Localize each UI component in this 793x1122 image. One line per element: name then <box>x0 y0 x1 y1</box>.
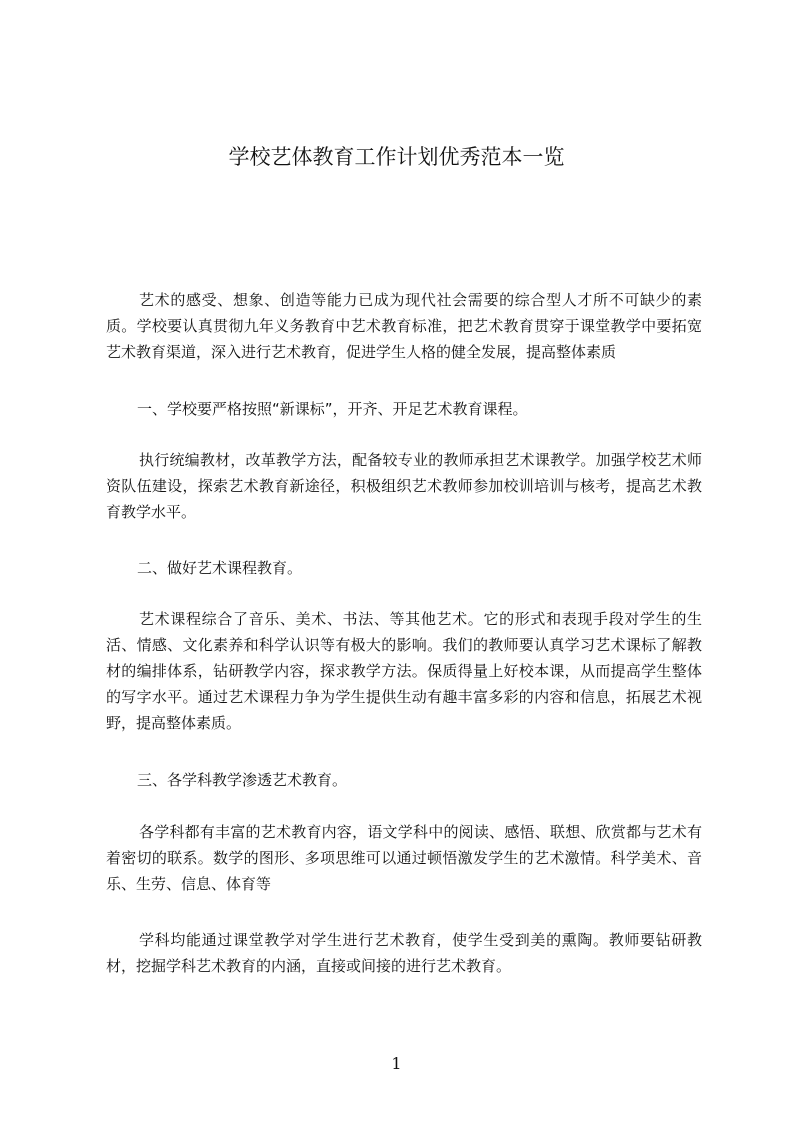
section-heading-2: 二、做好艺术课程教育。 <box>137 559 303 577</box>
section-body-1: 执行统编教材，改革教学方法，配备较专业的教师承担艺术课教学。加强学校艺术师资队伍建设，探索艺术教育新途径，积极组织艺术教师参加校训培训与核考，提高艺术教育教学水平。 <box>106 451 702 521</box>
document-title: 学校艺体教育工作计划优秀范本一览 <box>228 145 565 169</box>
section-body-3-continued: 学科均能通过课堂教学对学生进行艺术教育，使学生受到美的熏陶。教师要钻研教材，挖掘学科艺术教育的内涵，直接或间接的进行艺术教育。 <box>106 931 702 975</box>
intro-paragraph: 艺术的感受、想象、创造等能力已成为现代社会需要的综合型人才所不可缺少的素质。学校要认真贯彻九年义务教育中艺术教育标准，把艺术教育贯穿于课堂教学中要拓宽艺术教育渠道，深入进行艺术教育，促进学生人格的健全发展，提高整体素质 <box>106 291 702 361</box>
section-body-3: 各学科都有丰富的艺术教育内容，语文学科中的阅读、感悟、联想、欣赏都与艺术有着密切的联系。数学的图形、多项思维可以通过顿悟激发学生的艺术激情。科学美术、音乐、生劳、信息、体育等 <box>106 823 702 893</box>
page-number: 1 <box>391 1054 402 1073</box>
section-heading-1: 一、学校要严格按照“新课标”，开齐、开足艺术教育课程。 <box>137 400 528 418</box>
section-heading-3: 三、各学科教学渗透艺术教育。 <box>137 771 348 789</box>
section-body-2: 艺术课程综合了音乐、美术、书法、等其他艺术。它的形式和表现手段对学生的生活、情感、文化素养和科学认识等有极大的影响。我们的教师要认真学习艺术课标了解教材的编排体系，钻研教学内容，探求教学方法。保质得量上好校本课，从而提高学生整体的写字水平。通过艺术课程力争为学生提供生动有趣丰富多彩的内容和信息，拓展艺术视野，提高整体素质。 <box>106 610 702 732</box>
